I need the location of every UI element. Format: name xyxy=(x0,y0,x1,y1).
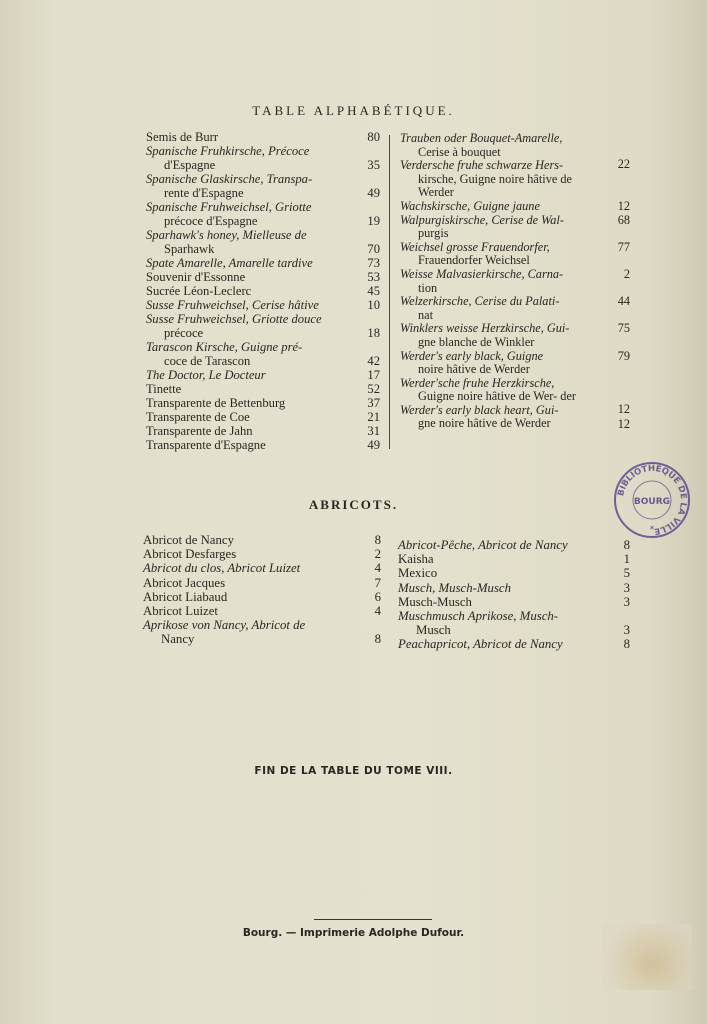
index-entry xyxy=(146,130,386,144)
index-entry xyxy=(398,552,630,566)
page-number: 8 xyxy=(374,632,381,647)
page-number: 79 xyxy=(617,348,630,363)
entry-label: Spanische Fruhweichsel, Griotte xyxy=(146,200,312,214)
entry-label: Verdersche fruhe schwarze Hers- xyxy=(400,158,564,173)
index-entry xyxy=(146,256,386,270)
entry-label: Abricot Luizet xyxy=(143,604,218,619)
entry-label: Susse Fruhweichsel, Griotte douce xyxy=(146,312,322,326)
index-entry xyxy=(146,144,386,172)
entry-continuation: tion xyxy=(418,280,438,295)
index-entry xyxy=(400,350,630,377)
page-number: 6 xyxy=(374,589,381,604)
page-number: 70 xyxy=(367,242,380,256)
page-number: 35 xyxy=(367,158,380,172)
entry-continuation: Musch xyxy=(416,623,451,638)
entry-label: Susse Fruhweichsel, Cerise hâtive xyxy=(146,298,319,312)
entry-continuation: kirsche, Guigne noire hâtive de Werder xyxy=(418,171,572,200)
entry-continuation: coce de Tarascon xyxy=(164,354,251,368)
stamp-center-text: BOURG xyxy=(633,497,671,507)
cerises-left-column xyxy=(146,130,386,452)
entry-continuation: Guigne noire hâtive de Wer- der xyxy=(418,389,576,404)
index-entry xyxy=(400,159,630,200)
entry-label: Abricot Liabaud xyxy=(143,589,228,604)
entry-continuation: Nancy xyxy=(161,632,195,647)
index-entry xyxy=(400,200,630,214)
page-number: 5 xyxy=(623,566,630,581)
entry-label: Transparente d'Espagne xyxy=(146,438,266,452)
page-number: 19 xyxy=(367,214,380,228)
index-entry xyxy=(143,547,381,561)
page-number: 21 xyxy=(367,410,380,424)
page-number: 49 xyxy=(367,186,380,200)
index-entry xyxy=(146,340,386,368)
entry-label: Tarascon Kirsche, Guigne pré- xyxy=(146,340,303,354)
index-entry xyxy=(400,268,630,295)
index-entry xyxy=(146,410,386,424)
entry-continuation: d'Espagne xyxy=(164,158,216,172)
page-number: 17 xyxy=(367,368,380,382)
index-entry xyxy=(146,368,386,382)
index-entry xyxy=(400,214,630,241)
entry-label: Kaisha xyxy=(398,552,434,567)
stamp-star-icon: * xyxy=(649,525,655,535)
entry-continuation: précoce d'Espagne xyxy=(164,214,258,228)
index-entry xyxy=(400,401,630,431)
entry-continuation: purgis xyxy=(418,226,449,241)
abricots-right-column xyxy=(398,538,630,652)
page-number: 45 xyxy=(367,284,380,298)
index-entry xyxy=(400,322,630,349)
page-number: 8 xyxy=(623,538,630,552)
page-title: TABLE ALPHABÉTIQUE. xyxy=(252,103,455,118)
entry-label: Tinette xyxy=(146,382,182,396)
entry-label: Mexico xyxy=(398,566,438,581)
entry-label: Winklers weisse Herzkirsche, Gui- xyxy=(400,321,570,336)
column-divider xyxy=(389,135,390,449)
index-entry xyxy=(146,284,386,298)
end-of-table-note: FIN DE LA TABLE DU TOME VIII. xyxy=(254,765,453,777)
page-number: 18 xyxy=(367,326,380,340)
entry-label: Abricot Desfarges xyxy=(143,547,237,562)
index-entry xyxy=(143,590,381,604)
entry-label: Souvenir d'Essonne xyxy=(146,270,246,284)
page-number: 3 xyxy=(623,623,630,638)
index-entry xyxy=(146,298,386,312)
entry-label: Sucrée Léon-Leclerc xyxy=(146,284,252,298)
printer-imprint: Bourg. — Imprimerie Adolphe Dufour. xyxy=(242,927,465,939)
page-number: 3 xyxy=(623,580,630,595)
entry-label: Spate Amarelle, Amarelle tardive xyxy=(146,256,313,270)
entry-label: Musch, Musch-Musch xyxy=(398,580,512,595)
page-number: 68 xyxy=(617,212,630,227)
entry-continuation: Frauendorfer Weichsel xyxy=(418,253,530,268)
entry-continuation: Sparhawk xyxy=(164,242,215,256)
index-entry xyxy=(398,581,630,595)
entry-continuation: gne noire hâtive de Werder xyxy=(418,416,551,431)
entry-label: Abricot du clos, Abricot Luizet xyxy=(143,561,301,576)
entry-label: Sparhawk's honey, Mielleuse de xyxy=(146,228,307,242)
section-title-abricots: ABRICOTS. xyxy=(308,497,399,512)
index-entry xyxy=(400,295,630,322)
entry-continuation: précoce xyxy=(164,326,204,340)
page-number: 75 xyxy=(617,321,630,336)
entry-label: Transparente de Jahn xyxy=(146,424,253,438)
entry-label: Transparente de Coe xyxy=(146,410,250,424)
page-number: 31 xyxy=(367,424,380,438)
page-number: 22 xyxy=(617,157,630,171)
entry-label: Abricot Jacques xyxy=(143,575,226,590)
page-number: 12 xyxy=(617,416,630,431)
page-number: 52 xyxy=(367,382,380,396)
entry-label: Werder'sche fruhe Herzkirsche, xyxy=(400,375,555,390)
page-number: 49 xyxy=(367,438,380,452)
index-entry xyxy=(398,637,630,651)
entry-continuation: noire hâtive de Werder xyxy=(418,362,530,377)
abricots-left-column xyxy=(143,533,381,647)
entry-label: Musch-Musch xyxy=(398,594,472,609)
entry-label: Spanische Fruhkirsche, Précoce xyxy=(146,144,310,158)
entry-label: Semis de Burr xyxy=(146,130,219,144)
page-number: 12 xyxy=(617,401,630,416)
entry-label: Aprikose von Nancy, Abricot de xyxy=(143,618,306,633)
page-number: 4 xyxy=(374,604,381,619)
page-number: 2 xyxy=(623,266,630,281)
entry-label: Werder's early black, Guigne xyxy=(400,348,544,363)
index-entry xyxy=(146,396,386,410)
page-number: 53 xyxy=(367,270,380,284)
entry-continuation: gne blanche de Winkler xyxy=(418,334,535,349)
index-entry xyxy=(400,241,630,268)
index-entry xyxy=(143,618,381,646)
entry-label: The Doctor, Le Docteur xyxy=(146,368,266,382)
entry-label: Weichsel grosse Frauendorfer, xyxy=(400,239,550,254)
page-number: 8 xyxy=(623,637,630,652)
corner-stain xyxy=(602,924,692,990)
index-entry xyxy=(146,382,386,396)
index-entry xyxy=(146,200,386,228)
page-number: 10 xyxy=(367,298,380,312)
index-entry xyxy=(398,609,630,637)
index-entry xyxy=(146,438,386,452)
stamp-ring-text: BIBLIOTHÈQUE DE LA VILLE xyxy=(616,463,689,536)
index-entry xyxy=(146,228,386,256)
page-number: 3 xyxy=(623,594,630,609)
library-stamp xyxy=(612,460,692,540)
entry-label: Weisse Malvasierkirsche, Carna- xyxy=(400,266,564,281)
page-number: 73 xyxy=(367,256,380,270)
index-entry xyxy=(398,595,630,609)
page-number: 77 xyxy=(617,239,630,254)
footer-rule xyxy=(314,919,432,920)
page-number: 42 xyxy=(367,354,380,368)
page-number: 37 xyxy=(367,396,380,410)
index-entry xyxy=(143,576,381,590)
page-number: 44 xyxy=(617,294,630,309)
entry-label: Walpurgiskirsche, Cerise de Wal- xyxy=(400,212,564,227)
page-number: 1 xyxy=(623,552,630,567)
entry-label: Trauben oder Bouquet-Amarelle, xyxy=(400,131,563,145)
entry-label: Muschmusch Aprikose, Musch- xyxy=(398,609,559,624)
index-entry xyxy=(146,312,386,340)
index-entry xyxy=(398,566,630,580)
index-entry xyxy=(398,538,630,552)
page-number: 12 xyxy=(617,198,630,213)
cerises-right-column xyxy=(400,132,630,431)
entry-continuation: nat xyxy=(418,307,434,322)
index-entry xyxy=(146,172,386,200)
entry-label: Werder's early black heart, Gui- xyxy=(400,402,559,417)
entry-label: Abricot de Nancy xyxy=(143,533,234,547)
entry-label: Transparente de Bettenburg xyxy=(146,396,286,410)
entry-label: Spanische Glaskirsche, Transpa- xyxy=(146,172,313,186)
page-number: 8 xyxy=(374,533,381,547)
entry-continuation: rente d'Espagne xyxy=(164,186,244,200)
entry-label: Abricot-Pêche, Abricot de Nancy xyxy=(398,538,568,552)
entry-label: Welzerkirsche, Cerise du Palati- xyxy=(400,294,560,309)
index-entry xyxy=(143,561,381,575)
index-entry xyxy=(143,533,381,547)
index-entry xyxy=(146,424,386,438)
page-number: 80 xyxy=(367,130,380,144)
page-number: 2 xyxy=(374,547,381,562)
index-entry xyxy=(143,604,381,618)
entry-label: Wachskirsche, Guigne jaune xyxy=(400,198,540,213)
page-number: 7 xyxy=(374,575,381,590)
entry-continuation: Cerise à bouquet xyxy=(418,144,501,159)
page-number: 4 xyxy=(374,561,381,576)
entry-label: Peachapricot, Abricot de Nancy xyxy=(398,637,563,652)
index-entry xyxy=(146,270,386,284)
